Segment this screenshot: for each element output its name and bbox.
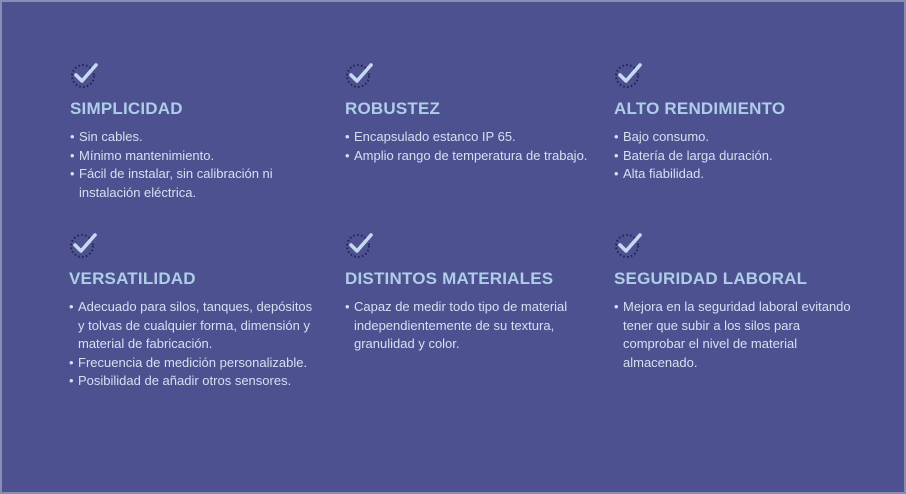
feature-title: VERSATILIDAD xyxy=(69,269,196,288)
feature-distintos-materiales xyxy=(345,231,590,354)
list-item: • Encapsulado estanco IP 65. xyxy=(345,128,590,147)
feature-list xyxy=(69,298,314,391)
list-item: • Mejora en la seguridad laboral evitando tener que subir a los silos para comprobar el nivel de material almacenado. xyxy=(614,298,859,372)
list-item: • Mínimo mantenimiento. xyxy=(70,147,315,166)
list-item: • Bajo consumo. xyxy=(614,128,859,147)
feature-list xyxy=(614,128,859,184)
check-circle-icon xyxy=(345,231,373,259)
list-item: • Frecuencia de medición personalizable. xyxy=(69,354,314,373)
feature-versatilidad xyxy=(69,231,314,391)
feature-list xyxy=(614,298,859,372)
list-item: • Posibilidad de añadir otros sensores. xyxy=(69,372,314,391)
feature-alto-rendimiento xyxy=(614,61,859,184)
feature-simplicidad xyxy=(70,61,315,202)
list-item: • Adecuado para silos, tanques, depósitos y tolvas de cualquier forma, dimensión y material de fabricación. xyxy=(69,298,314,354)
list-item: • Capaz de medir todo tipo de material independientemente de su textura, granulidad y color. xyxy=(345,298,590,354)
feature-list xyxy=(345,298,590,354)
feature-robustez xyxy=(345,61,590,165)
check-circle-icon xyxy=(614,231,642,259)
list-item: • Sin cables. xyxy=(70,128,315,147)
feature-seguridad-laboral xyxy=(614,231,859,372)
feature-title: SEGURIDAD LABORAL xyxy=(614,269,808,288)
list-item: • Fácil de instalar, sin calibración ni instalación eléctrica. xyxy=(70,165,315,202)
check-circle-icon xyxy=(69,231,97,259)
check-circle-icon xyxy=(345,61,373,89)
feature-title: SIMPLICIDAD xyxy=(70,99,183,118)
feature-title: ROBUSTEZ xyxy=(345,99,441,118)
feature-title: DISTINTOS MATERIALES xyxy=(345,269,554,288)
list-item: • Alta fiabilidad. xyxy=(614,165,859,184)
list-item: • Amplio rango de temperatura de trabajo. xyxy=(345,147,590,166)
feature-title: ALTO RENDIMIENTO xyxy=(614,99,786,118)
feature-list xyxy=(345,128,590,165)
list-item: • Batería de larga duración. xyxy=(614,147,859,166)
check-circle-icon xyxy=(614,61,642,89)
feature-list xyxy=(70,128,315,202)
check-circle-icon xyxy=(70,61,98,89)
